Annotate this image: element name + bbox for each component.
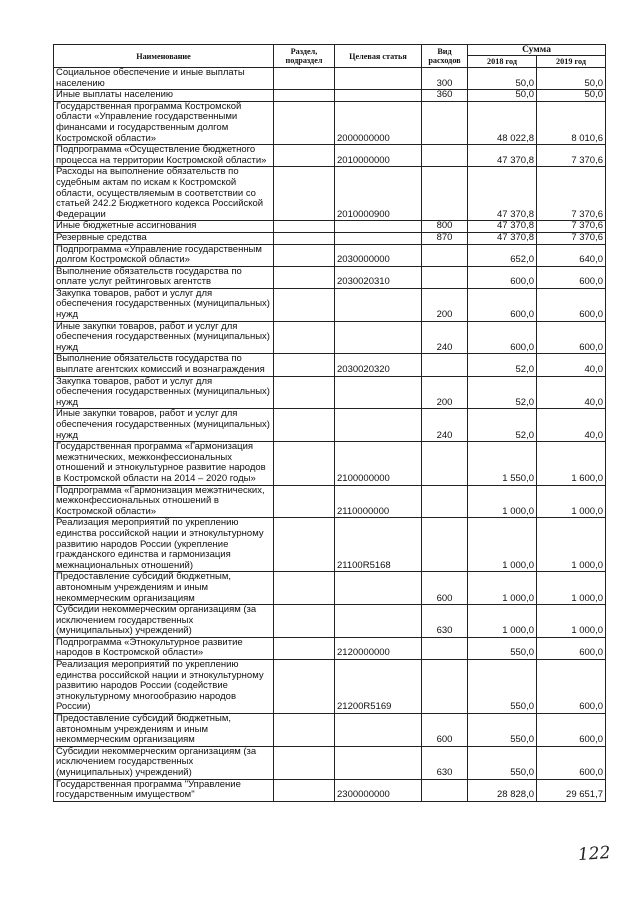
table-row — [54, 266, 606, 288]
row-target-cell — [335, 288, 422, 321]
row-target-cell — [335, 232, 422, 244]
row-name-cell: Государственная программа Костромской области «Управление государственными финансами и государственным долгом Костромской области» — [54, 101, 274, 144]
row-name-cell: Подпрограмма «Гармонизация межэтнических, межконфессиональных отношений в Костромской области» — [54, 485, 274, 518]
row-name-cell: Предоставление субсидий бюджетным, автономным учреждениям и иным некоммерческим организациям — [54, 714, 274, 747]
row-expense-type-cell: 870 — [422, 232, 468, 244]
table-row — [54, 68, 606, 90]
header-year-2018: 2018 год — [468, 56, 537, 68]
row-name-cell: Государственная программа "Управление государственным имуществом" — [54, 779, 274, 801]
row-sum-2018-cell: 600,0 — [468, 321, 537, 354]
row-target-cell: 21100R5168 — [335, 518, 422, 572]
row-target-cell — [335, 376, 422, 409]
row-sum-2019-cell: 7 370,6 — [537, 167, 606, 221]
table-row — [54, 167, 606, 221]
row-name-cell: Подпрограмма «Управление государственным долгом Костромской области» — [54, 244, 274, 266]
row-sum-2018-cell: 550,0 — [468, 660, 537, 714]
row-target-cell — [335, 714, 422, 747]
row-sum-2018-cell: 48 022,8 — [468, 101, 537, 144]
row-target-cell — [335, 68, 422, 90]
row-name-cell: Субсидии некоммерческим организациям (за исключением государственных (муниципальных) учреждений) — [54, 605, 274, 638]
row-sum-2018-cell: 652,0 — [468, 244, 537, 266]
row-sum-2018-cell: 50,0 — [468, 90, 537, 102]
row-sum-2019-cell: 1 000,0 — [537, 485, 606, 518]
row-expense-type-cell — [422, 145, 468, 167]
row-section-cell — [274, 321, 335, 354]
row-expense-type-cell: 600 — [422, 714, 468, 747]
row-target-cell — [335, 221, 422, 233]
row-expense-type-cell: 240 — [422, 409, 468, 442]
header-target: Целевая статья — [335, 45, 422, 68]
table-row — [54, 637, 606, 659]
row-expense-type-cell — [422, 354, 468, 376]
row-expense-type-cell: 600 — [422, 572, 468, 605]
row-sum-2018-cell: 52,0 — [468, 354, 537, 376]
table-body — [54, 68, 606, 802]
row-section-cell — [274, 354, 335, 376]
row-sum-2019-cell: 600,0 — [537, 746, 606, 779]
row-section-cell — [274, 145, 335, 167]
row-name-cell: Иные закупки товаров, работ и услуг для обеспечения государственных (муниципальных) нужд — [54, 409, 274, 442]
row-target-cell: 2120000000 — [335, 637, 422, 659]
row-section-cell — [274, 746, 335, 779]
row-section-cell — [274, 409, 335, 442]
row-name-cell: Выполнение обязательств государства по оплате услуг рейтинговых агентств — [54, 266, 274, 288]
row-section-cell — [274, 518, 335, 572]
row-sum-2019-cell: 50,0 — [537, 90, 606, 102]
row-sum-2018-cell: 47 370,8 — [468, 145, 537, 167]
table-row — [54, 376, 606, 409]
row-target-cell: 2030020310 — [335, 266, 422, 288]
row-sum-2019-cell: 640,0 — [537, 244, 606, 266]
row-section-cell — [274, 605, 335, 638]
header-year-2019: 2019 год — [537, 56, 606, 68]
table-row — [54, 90, 606, 102]
row-sum-2019-cell: 600,0 — [537, 637, 606, 659]
row-target-cell: 2110000000 — [335, 485, 422, 518]
row-section-cell — [274, 232, 335, 244]
row-sum-2019-cell: 600,0 — [537, 660, 606, 714]
row-sum-2019-cell: 7 370,6 — [537, 221, 606, 233]
row-section-cell — [274, 442, 335, 485]
row-name-cell: Закупка товаров, работ и услуг для обеспечения государственных (муниципальных) нужд — [54, 376, 274, 409]
row-expense-type-cell — [422, 442, 468, 485]
table-row — [54, 518, 606, 572]
table-row — [54, 485, 606, 518]
row-name-cell: Резервные средства — [54, 232, 274, 244]
row-sum-2019-cell: 40,0 — [537, 409, 606, 442]
header-section: Раздел, подраздел — [274, 45, 335, 68]
row-sum-2019-cell: 29 651,7 — [537, 779, 606, 801]
row-section-cell — [274, 244, 335, 266]
row-name-cell: Иные выплаты населению — [54, 90, 274, 102]
row-section-cell — [274, 68, 335, 90]
row-target-cell — [335, 90, 422, 102]
row-name-cell: Иные бюджетные ассигнования — [54, 221, 274, 233]
row-expense-type-cell — [422, 485, 468, 518]
row-expense-type-cell — [422, 266, 468, 288]
row-sum-2019-cell: 1 000,0 — [537, 572, 606, 605]
row-section-cell — [274, 167, 335, 221]
row-sum-2018-cell: 1 000,0 — [468, 485, 537, 518]
row-expense-type-cell — [422, 660, 468, 714]
row-sum-2018-cell: 52,0 — [468, 409, 537, 442]
row-expense-type-cell — [422, 101, 468, 144]
row-sum-2018-cell: 1 000,0 — [468, 572, 537, 605]
table-row — [54, 221, 606, 233]
budget-table — [53, 44, 606, 802]
row-sum-2018-cell: 550,0 — [468, 714, 537, 747]
row-section-cell — [274, 288, 335, 321]
table-row — [54, 354, 606, 376]
row-expense-type-cell — [422, 244, 468, 266]
table-row — [54, 145, 606, 167]
row-sum-2018-cell: 47 370,8 — [468, 221, 537, 233]
row-sum-2018-cell: 1 550,0 — [468, 442, 537, 485]
row-expense-type-cell: 300 — [422, 68, 468, 90]
row-target-cell: 21200R5169 — [335, 660, 422, 714]
row-name-cell: Предоставление субсидий бюджетным, автономным учреждениям и иным некоммерческим организациям — [54, 572, 274, 605]
row-target-cell: 2300000000 — [335, 779, 422, 801]
table-row — [54, 288, 606, 321]
row-sum-2019-cell: 1 000,0 — [537, 605, 606, 638]
row-sum-2019-cell: 600,0 — [537, 714, 606, 747]
row-expense-type-cell: 200 — [422, 376, 468, 409]
row-target-cell — [335, 321, 422, 354]
table-row — [54, 101, 606, 144]
row-sum-2019-cell: 600,0 — [537, 288, 606, 321]
row-section-cell — [274, 779, 335, 801]
row-sum-2019-cell: 40,0 — [537, 376, 606, 409]
row-section-cell — [274, 376, 335, 409]
row-section-cell — [274, 637, 335, 659]
row-target-cell: 2000000000 — [335, 101, 422, 144]
header-name: Наименование — [54, 45, 274, 68]
row-sum-2018-cell: 50,0 — [468, 68, 537, 90]
row-section-cell — [274, 714, 335, 747]
row-sum-2018-cell: 52,0 — [468, 376, 537, 409]
row-name-cell: Государственная программа «Гармонизация межэтнических, межконфессиональных отношений и этнокультурное развитие народов в Костромской области на 2014 – 2020 годы» — [54, 442, 274, 485]
row-sum-2018-cell: 47 370,8 — [468, 167, 537, 221]
row-name-cell: Реализация мероприятий по укреплению единства российской нации и этнокультурному развитию народов России (укрепление гражданского единства и гармонизация межнациональных отношений) — [54, 518, 274, 572]
row-name-cell: Реализация мероприятий по укреплению единства российской нации и этнокультурному развитию народов России (содействие этнокультурному многообразию народов России) — [54, 660, 274, 714]
row-sum-2018-cell: 47 370,8 — [468, 232, 537, 244]
row-sum-2019-cell: 1 000,0 — [537, 518, 606, 572]
table-row — [54, 660, 606, 714]
row-expense-type-cell — [422, 518, 468, 572]
row-name-cell: Подпрограмма «Этнокультурное развитие народов в Костромской области» — [54, 637, 274, 659]
row-target-cell: 2010000000 — [335, 145, 422, 167]
row-name-cell: Социальное обеспечение и иные выплаты населению — [54, 68, 274, 90]
page-number: 122 — [577, 842, 612, 866]
table-row — [54, 779, 606, 801]
row-sum-2019-cell: 7 370,6 — [537, 145, 606, 167]
row-expense-type-cell — [422, 167, 468, 221]
row-sum-2019-cell: 50,0 — [537, 68, 606, 90]
row-sum-2019-cell: 40,0 — [537, 354, 606, 376]
table-row — [54, 409, 606, 442]
row-section-cell — [274, 221, 335, 233]
row-expense-type-cell: 240 — [422, 321, 468, 354]
row-section-cell — [274, 101, 335, 144]
table-row — [54, 746, 606, 779]
row-sum-2019-cell: 8 010,6 — [537, 101, 606, 144]
row-target-cell: 2010000900 — [335, 167, 422, 221]
row-section-cell — [274, 90, 335, 102]
row-sum-2018-cell: 550,0 — [468, 637, 537, 659]
row-target-cell — [335, 409, 422, 442]
row-target-cell — [335, 746, 422, 779]
table-row — [54, 572, 606, 605]
row-sum-2019-cell: 600,0 — [537, 321, 606, 354]
table-row — [54, 442, 606, 485]
row-target-cell: 2030000000 — [335, 244, 422, 266]
header-expense-type: Вид расходов — [422, 45, 468, 68]
row-expense-type-cell — [422, 637, 468, 659]
row-target-cell — [335, 572, 422, 605]
row-section-cell — [274, 660, 335, 714]
row-section-cell — [274, 485, 335, 518]
row-sum-2019-cell: 600,0 — [537, 266, 606, 288]
row-name-cell: Подпрограмма «Осуществление бюджетного процесса на территории Костромской области» — [54, 145, 274, 167]
row-name-cell: Выполнение обязательств государства по выплате агентских комиссий и вознаграждения — [54, 354, 274, 376]
row-expense-type-cell: 360 — [422, 90, 468, 102]
row-sum-2018-cell: 600,0 — [468, 266, 537, 288]
row-section-cell — [274, 266, 335, 288]
table-row — [54, 244, 606, 266]
row-expense-type-cell: 630 — [422, 746, 468, 779]
table-row — [54, 232, 606, 244]
header-sum: Сумма — [468, 45, 606, 56]
row-name-cell: Закупка товаров, работ и услуг для обеспечения государственных (муниципальных) нужд — [54, 288, 274, 321]
row-name-cell: Субсидии некоммерческим организациям (за исключением государственных (муниципальных) учреждений) — [54, 746, 274, 779]
row-name-cell: Расходы на выполнение обязательств по судебным актам по искам к Костромской области, осуществляемым в соответствии со статьей 242.2 Бюджетного кодекса Российской Федерации — [54, 167, 274, 221]
row-section-cell — [274, 572, 335, 605]
row-expense-type-cell: 200 — [422, 288, 468, 321]
row-sum-2018-cell: 28 828,0 — [468, 779, 537, 801]
row-target-cell: 2030020320 — [335, 354, 422, 376]
row-expense-type-cell: 630 — [422, 605, 468, 638]
row-sum-2018-cell: 600,0 — [468, 288, 537, 321]
row-target-cell: 2100000000 — [335, 442, 422, 485]
row-sum-2018-cell: 1 000,0 — [468, 518, 537, 572]
row-sum-2019-cell: 1 600,0 — [537, 442, 606, 485]
row-expense-type-cell: 800 — [422, 221, 468, 233]
table-row — [54, 714, 606, 747]
row-sum-2018-cell: 1 000,0 — [468, 605, 537, 638]
row-sum-2018-cell: 550,0 — [468, 746, 537, 779]
table-row — [54, 605, 606, 638]
row-name-cell: Иные закупки товаров, работ и услуг для обеспечения государственных (муниципальных) нужд — [54, 321, 274, 354]
row-sum-2019-cell: 7 370,6 — [537, 232, 606, 244]
row-target-cell — [335, 605, 422, 638]
table-row — [54, 321, 606, 354]
row-expense-type-cell — [422, 779, 468, 801]
